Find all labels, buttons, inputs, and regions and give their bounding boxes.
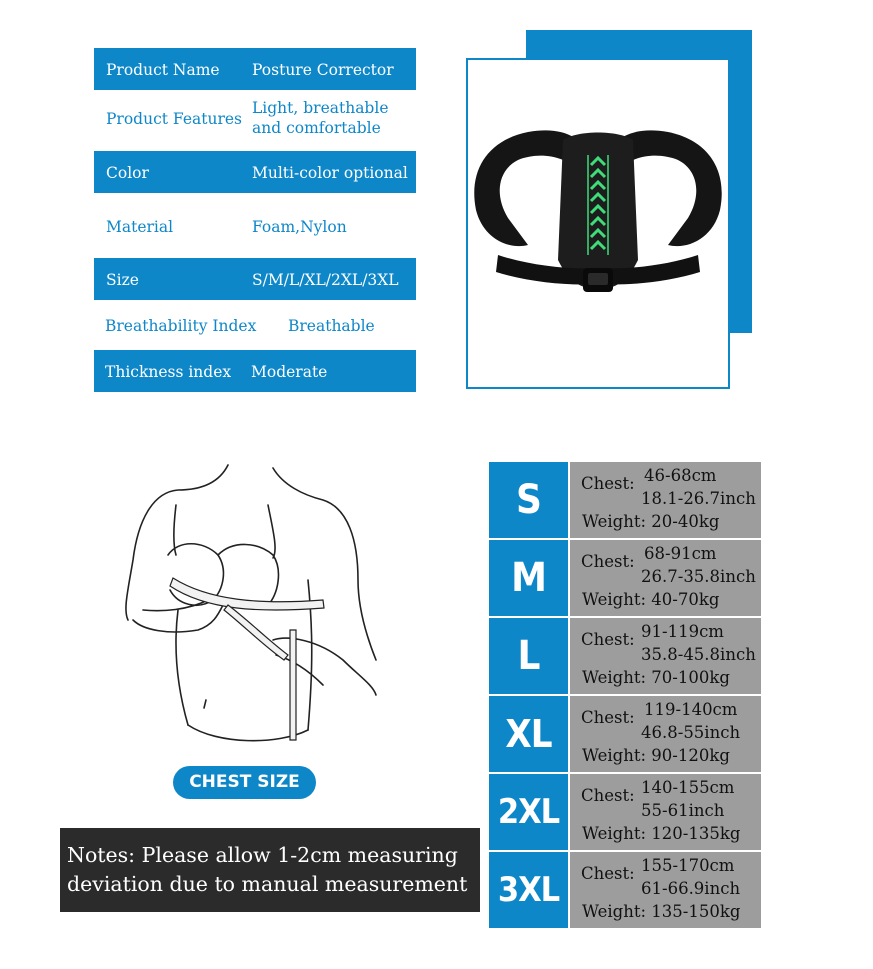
notes-box	[60, 828, 480, 912]
chest-inch: 55-61inch	[641, 801, 725, 820]
size-info	[570, 618, 761, 694]
spec-row-thickness	[94, 350, 416, 392]
size-row-s	[489, 462, 761, 538]
spec-label: Color	[106, 164, 149, 182]
spec-value: Foam,Nylon	[252, 218, 347, 236]
chest-inch: 61-66.9inch	[641, 879, 741, 898]
size-row-3xl	[489, 852, 761, 928]
weight: Weight: 135-150kg	[582, 902, 741, 921]
posture-corrector-icon	[468, 60, 728, 387]
spec-label: Size	[106, 271, 139, 289]
size-tag: 2XL	[489, 774, 568, 850]
size-info	[570, 540, 761, 616]
spec-row-breathability	[94, 300, 416, 350]
chest-size-button: CHEST SIZE	[173, 766, 316, 799]
size-info	[570, 462, 761, 538]
chest-cm: 140-155cm	[641, 778, 735, 797]
spec-row-features	[94, 90, 416, 151]
size-row-xl	[489, 696, 761, 772]
size-tag: XL	[489, 696, 568, 772]
size-tag: S	[489, 462, 568, 538]
chest-measure-illustration	[118, 460, 388, 760]
notes-line-1: Notes: Please allow 1-2cm measuring	[67, 843, 458, 867]
size-info	[570, 774, 761, 850]
spec-value: Breathable	[288, 317, 375, 335]
weight: Weight: 120-135kg	[582, 824, 741, 843]
spec-label: Material	[106, 218, 174, 236]
size-tag: 3XL	[489, 852, 568, 928]
size-info	[570, 696, 761, 772]
weight: Weight: 70-100kg	[582, 668, 730, 687]
chest-inch: 18.1-26.7inch	[641, 489, 756, 508]
spec-row-material	[94, 193, 416, 258]
weight: Weight: 90-120kg	[582, 746, 730, 765]
size-row-2xl	[489, 774, 761, 850]
chest-cm: 119-140cm	[644, 700, 738, 719]
spec-row-color	[94, 151, 416, 193]
spec-value: S/M/L/XL/2XL/3XL	[252, 271, 399, 289]
spec-value: Light, breathable and comfortable	[252, 99, 389, 137]
size-row-l	[489, 618, 761, 694]
size-tag: L	[489, 618, 568, 694]
chest-inch: 26.7-35.8inch	[641, 567, 756, 586]
chest-cm: 91-119cm	[641, 622, 724, 641]
spec-value: Multi-color optional	[252, 164, 408, 182]
chest-label: Chest:	[581, 786, 635, 805]
chest-label: Chest:	[581, 708, 635, 727]
size-info	[570, 852, 761, 928]
spec-row-product-name	[94, 48, 416, 90]
spec-label: Product Features	[106, 110, 242, 128]
spec-value: Posture Corrector	[252, 61, 394, 79]
chest-label: Chest:	[581, 864, 635, 883]
chest-inch: 46.8-55inch	[641, 723, 741, 742]
size-row-m	[489, 540, 761, 616]
spec-label: Product Name	[106, 61, 220, 79]
chest-cm: 155-170cm	[641, 856, 735, 875]
chest-cm: 68-91cm	[644, 544, 717, 563]
chest-label: Chest:	[581, 474, 635, 493]
size-tag: M	[489, 540, 568, 616]
chest-label: Chest:	[581, 630, 635, 649]
chest-cm: 46-68cm	[644, 466, 717, 485]
weight: Weight: 20-40kg	[582, 512, 720, 531]
chest-inch: 35.8-45.8inch	[641, 645, 756, 664]
weight: Weight: 40-70kg	[582, 590, 720, 609]
spec-label: Thickness index	[105, 363, 232, 381]
product-image	[466, 58, 730, 389]
spec-label: Breathability Index	[105, 317, 257, 335]
spec-table	[94, 48, 416, 392]
chest-label: Chest:	[581, 552, 635, 571]
spec-value: Moderate	[251, 363, 328, 381]
notes-line-2: deviation due to manual measurement	[67, 872, 468, 896]
spec-row-size	[94, 258, 416, 300]
